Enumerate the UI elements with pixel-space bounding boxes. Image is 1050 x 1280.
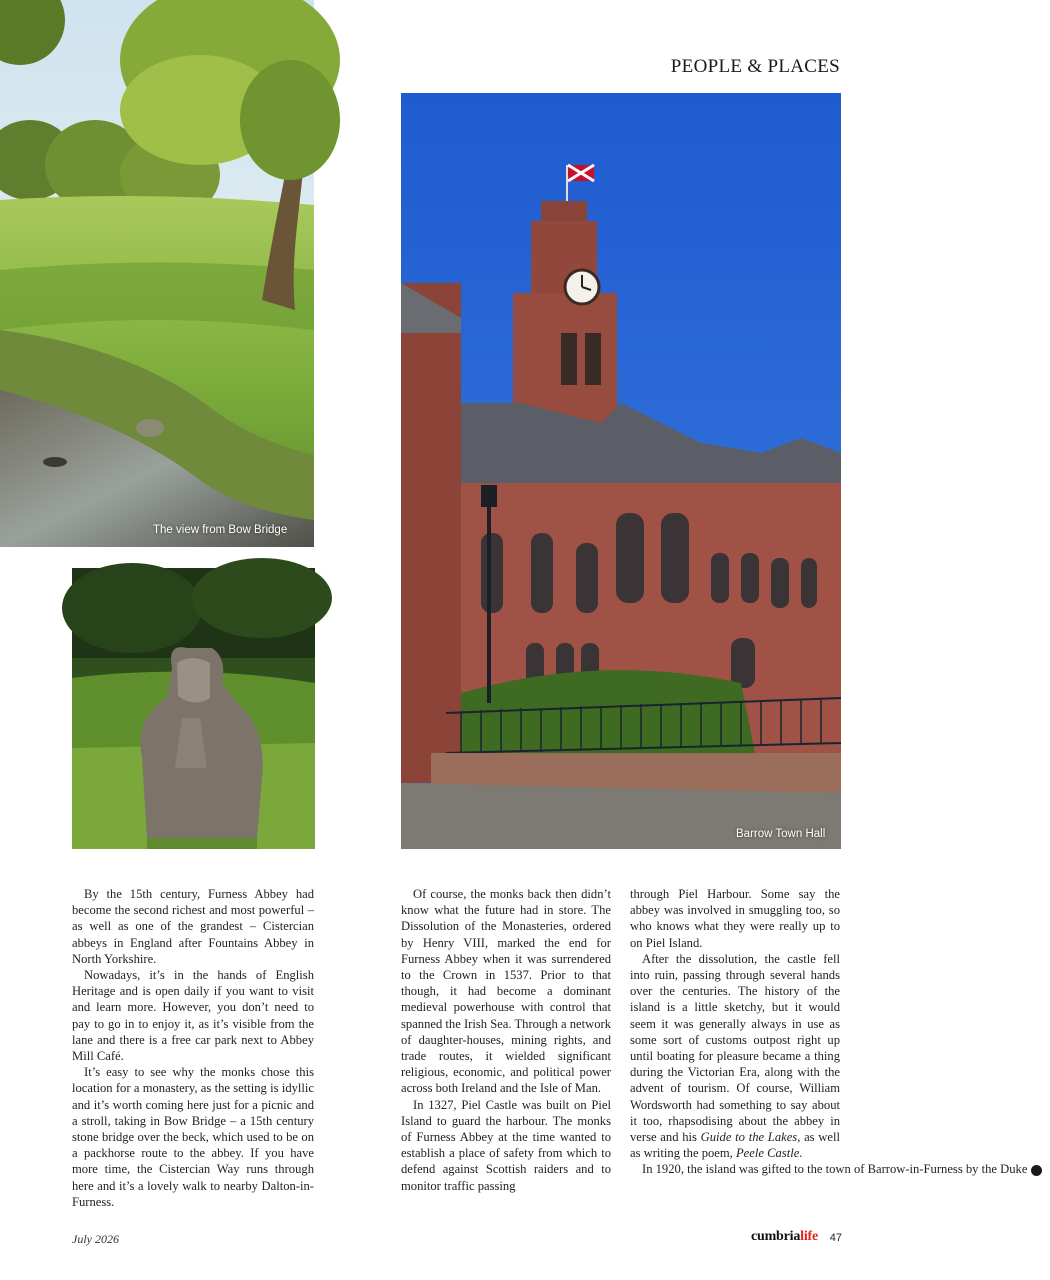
text-run: After the dissolution, the castle fell into ruin, passing through several hands over the centuries. The history of the island is a little sketchy, but it would seem it was generally always in use as some sort of customs outpost right up until boating for pleasure became a thing during the Victorian Era, along with the advent of tourism. Of course, William Wordsworth had something to say about it too, rhapsodising about the abbey in verse and his — [630, 951, 840, 1145]
brand-accent: life — [800, 1229, 818, 1244]
paragraph: through Piel Harbour. Some say the abbey was involved in smuggling too, so who knows what they were really up to on Piel Island. — [630, 887, 840, 950]
paragraph: In 1327, Piel Castle was built on Piel Island to guard the harbour. The monks of Furness Abbey at the time wanted to establish a place of safety from which to defend against Scottish raiders and to monitor traffic passing — [401, 1097, 611, 1193]
paragraph: Of course, the monks back then didn’t know what the future had in store. The Dissolution of the Monasteries, ordered by Henry VIII, marked the end for Furness Abbey when it was surrendered to the Crown in 1537. Prior to that though, it had become a dominant medieval powerhouse with control that spanned the Irish Sea. Through a network of daughter-houses, mining rights, and trade routes, it wielded significant religious, economic, and political power across both Ireland and the Isle of Man. — [401, 887, 611, 1096]
issue-date: July 2026 — [72, 1232, 119, 1246]
page-number: 47 — [829, 1232, 842, 1244]
brand-logo — [751, 1229, 818, 1245]
paragraph — [630, 1161, 1050, 1177]
brand-main: cumbria — [750, 1229, 801, 1244]
caption-town-hall: Barrow Town Hall — [736, 828, 826, 840]
italic-title: Guide to the Lakes — [700, 1130, 798, 1145]
photo-monk-statue — [72, 568, 315, 849]
paragraph — [630, 951, 840, 1162]
text-run: In 1920, the island was gifted to the town of Barrow-in-Furness by the Duke — [642, 1162, 1028, 1177]
text-run: . — [799, 1146, 803, 1161]
paragraph: Nowadays, it’s in the hands of English Heritage and is open daily if you want to visit and learn more. However, you don’t need to pay to go in to enjoy it, as it’s visible from the lane and there is a free car park next to Abbey Mill Café. — [72, 968, 314, 1064]
paragraph: It’s easy to see why the monks chose this location for a monastery, as the setting is idyllic and it’s worth coming here just for a picnic and a stroll, taking in Bow Bridge – a 15th century stone bridge over the beck, which used to be on a packhorse route to the abbey. If you have more time, the Cistercian Way runs through here and it’s a lovely walk to nearby Dalton-in-Furness. — [72, 1065, 314, 1209]
photo-town-hall — [401, 93, 841, 849]
article-column-1 — [72, 886, 314, 1210]
paragraph: By the 15th century, Furness Abbey had become the second richest and most powerful – as well as one of the grandest – Cistercian abbeys in England after Fountains Abbey in North Yorkshire. — [72, 887, 314, 966]
photo-bow-bridge — [0, 0, 314, 547]
continue-arrow-icon: ▶ — [1031, 1165, 1042, 1176]
article-column-3 — [630, 886, 1050, 1178]
text-run: , as well as writing the poem, — [630, 1130, 840, 1161]
article-column-2 — [401, 886, 611, 1194]
bow-bridge-illustration — [0, 0, 314, 547]
caption-bow-bridge: The view from Bow Bridge — [153, 524, 288, 536]
italic-title: Peele Castle — [735, 1146, 800, 1161]
town-hall-illustration — [401, 93, 841, 849]
monk-statue-illustration — [72, 568, 315, 849]
section-title: PEOPLE & PLACES — [670, 56, 840, 77]
